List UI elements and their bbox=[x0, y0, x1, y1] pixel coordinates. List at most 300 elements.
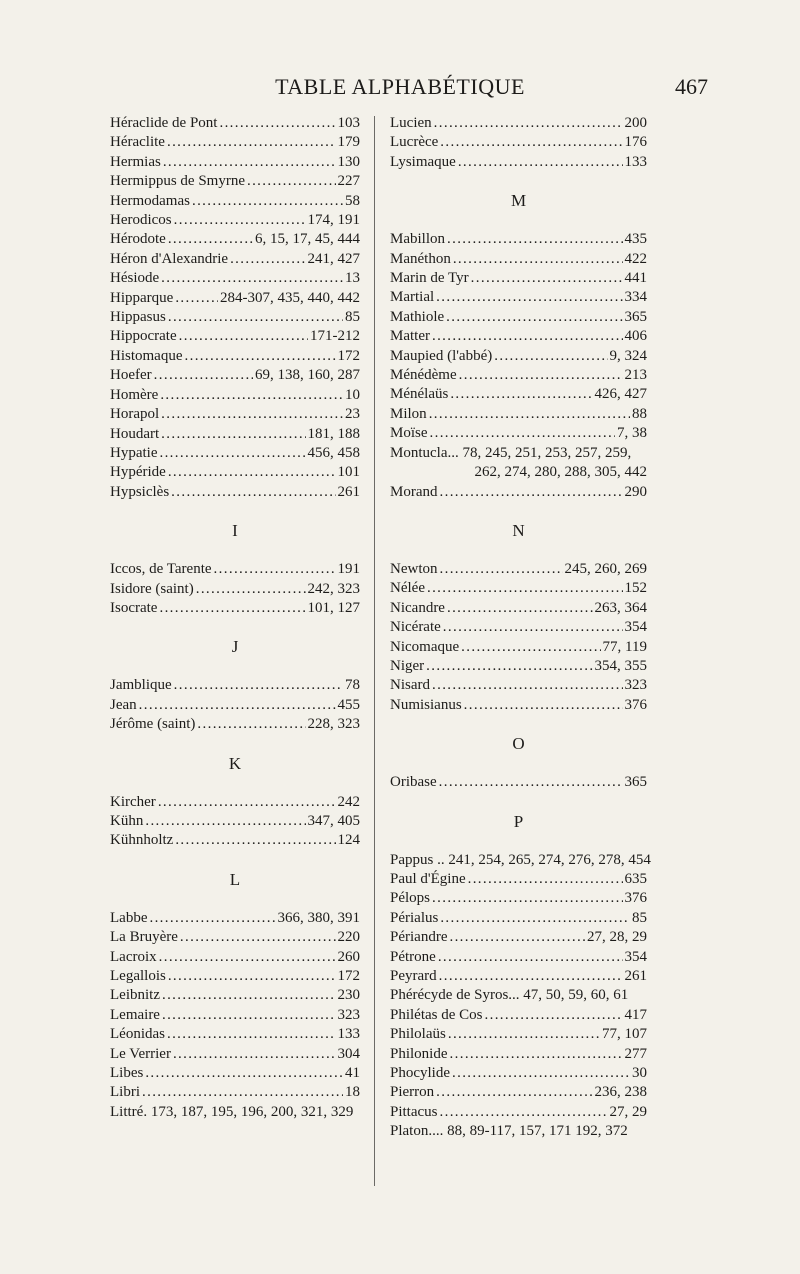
entry-name: Le Verrier bbox=[110, 1045, 171, 1062]
entry-pages: 200 bbox=[624, 115, 647, 131]
leader-dots bbox=[159, 599, 305, 618]
leader-dots bbox=[429, 405, 630, 424]
entry-name: Martial bbox=[390, 289, 435, 306]
index-entry bbox=[390, 870, 647, 889]
leader-dots bbox=[196, 580, 306, 599]
index-entry bbox=[390, 967, 647, 986]
leader-dots bbox=[440, 1103, 608, 1122]
index-entry bbox=[110, 308, 360, 327]
entry-pages: 77, 107 bbox=[602, 1026, 647, 1043]
entry-pages: 77, 119 bbox=[602, 638, 647, 655]
entry-name: Morand bbox=[390, 483, 438, 500]
index-entry bbox=[390, 444, 647, 463]
index-entry bbox=[110, 483, 360, 502]
entry-pages: 323 bbox=[624, 677, 647, 694]
index-entry bbox=[390, 579, 647, 598]
entry-pages: 101, 127 bbox=[307, 599, 360, 616]
leader-dots bbox=[446, 308, 622, 327]
index-entry bbox=[110, 715, 360, 734]
entry-pages: 261 bbox=[624, 968, 647, 984]
leader-dots bbox=[432, 327, 623, 346]
leader-dots bbox=[163, 153, 336, 172]
entry-pages: 27, 29 bbox=[609, 1103, 647, 1120]
index-entry bbox=[110, 463, 360, 482]
index-entry bbox=[390, 308, 647, 327]
entry-name: Homère bbox=[110, 386, 159, 403]
leader-dots bbox=[168, 967, 336, 986]
entry-name: Nicérate bbox=[390, 619, 441, 636]
entry-name: Newton bbox=[390, 560, 438, 577]
index-entry bbox=[390, 773, 647, 792]
index-entry bbox=[390, 250, 647, 269]
entry-pages: 220 bbox=[337, 929, 360, 946]
entry-name: Philolaüs bbox=[390, 1026, 446, 1043]
entry-name: Lacroix bbox=[110, 948, 157, 965]
index-entry bbox=[390, 288, 647, 307]
entry-name: Jean bbox=[110, 696, 137, 713]
entry-name: Peyrard bbox=[390, 968, 437, 984]
entry-name: Ménédème bbox=[390, 367, 457, 384]
entry-pages: 354 bbox=[624, 619, 647, 636]
entry-pages: 181, 188 bbox=[307, 425, 360, 442]
page-number: 467 bbox=[675, 74, 708, 99]
leader-dots bbox=[185, 347, 336, 366]
index-entry bbox=[110, 114, 360, 133]
entry-name: Philonide bbox=[390, 1045, 448, 1062]
leader-dots bbox=[230, 250, 305, 269]
entry-name: Pappus .. 241, 254, 265, 274, 276, 278, 454 bbox=[390, 851, 651, 868]
entry-pages: 417 bbox=[624, 1006, 647, 1023]
entry-name: Maupied (l'abbé) bbox=[390, 347, 493, 364]
entry-pages: 230 bbox=[337, 987, 360, 1004]
leader-dots bbox=[179, 327, 308, 346]
leader-dots bbox=[175, 289, 218, 308]
entry-name: Hoefer bbox=[110, 367, 152, 384]
entry-name: Ménélaüs bbox=[390, 386, 449, 403]
entry-pages: 406 bbox=[624, 328, 647, 345]
index-entry bbox=[390, 1025, 647, 1044]
index-entry bbox=[390, 1006, 647, 1025]
index-entry bbox=[110, 425, 360, 444]
entry-pages: 103 bbox=[337, 115, 360, 131]
index-entry bbox=[110, 269, 360, 288]
leader-dots bbox=[219, 114, 335, 133]
leader-dots bbox=[438, 948, 623, 967]
entry-name: Hérodote bbox=[110, 231, 166, 248]
entry-name: Hésiode bbox=[110, 270, 160, 287]
entry-pages: 263, 364 bbox=[594, 599, 647, 616]
index-entry bbox=[390, 483, 647, 502]
entry-name: Lemaire bbox=[110, 1006, 160, 1023]
index-entry bbox=[110, 599, 360, 618]
leader-dots bbox=[197, 715, 305, 734]
leader-dots bbox=[159, 948, 336, 967]
entry-name: Hermias bbox=[110, 153, 161, 170]
index-entry bbox=[390, 405, 647, 424]
leader-dots bbox=[161, 405, 343, 424]
index-entry bbox=[110, 909, 360, 928]
leader-dots bbox=[440, 560, 563, 579]
leader-dots bbox=[175, 831, 335, 850]
leader-dots bbox=[432, 676, 623, 695]
entry-pages: 41 bbox=[345, 1065, 360, 1082]
entry-name: Mabillon bbox=[390, 231, 445, 248]
index-entry bbox=[390, 230, 647, 249]
entry-name: Horapol bbox=[110, 406, 160, 423]
entry-pages: 27, 28, 29 bbox=[587, 929, 647, 946]
leader-dots bbox=[167, 133, 336, 152]
index-entry bbox=[110, 812, 360, 831]
index-entry bbox=[390, 618, 647, 637]
entry-name: Phérécyde de Syros... 47, 50, 59, 60, 61 bbox=[390, 987, 629, 1004]
entry-pages: 365 bbox=[624, 774, 647, 791]
entry-pages: 58 bbox=[345, 192, 360, 209]
index-entry bbox=[390, 366, 647, 385]
entry-pages: 78 bbox=[345, 677, 360, 694]
index-entry bbox=[390, 560, 647, 579]
index-entry-continuation bbox=[390, 463, 647, 482]
entry-name: Milon bbox=[390, 405, 427, 422]
entry-pages: 7, 38 bbox=[617, 425, 647, 442]
leader-dots bbox=[161, 425, 305, 444]
leader-dots bbox=[447, 230, 623, 249]
entry-name: Pierron bbox=[390, 1084, 435, 1101]
leader-dots bbox=[447, 599, 593, 618]
entry-pages: 284-307, 435, 440, 442 bbox=[220, 289, 360, 306]
index-entry bbox=[390, 986, 647, 1005]
leader-dots bbox=[440, 133, 622, 152]
entry-pages: 85 bbox=[632, 909, 647, 926]
leader-dots bbox=[167, 1025, 336, 1044]
leader-dots bbox=[174, 676, 343, 695]
index-entry bbox=[110, 696, 360, 715]
index-entry bbox=[390, 1103, 647, 1122]
section-letter: L bbox=[229, 869, 241, 889]
entry-name: Montucla... 78, 245, 251, 253, 257, 259, bbox=[390, 444, 632, 461]
entry-pages: 241, 427 bbox=[307, 250, 360, 267]
entry-pages: 354, 355 bbox=[594, 657, 647, 674]
entry-name: Paul d'Égine bbox=[390, 870, 466, 887]
entry-pages: 304 bbox=[337, 1045, 360, 1062]
leader-dots bbox=[154, 366, 253, 385]
index-entry bbox=[110, 153, 360, 172]
index-entry bbox=[390, 599, 647, 618]
leader-dots bbox=[443, 618, 623, 637]
entry-name: Lysimaque bbox=[390, 153, 456, 170]
entry-name: Herodicos bbox=[110, 212, 172, 229]
leader-dots bbox=[192, 192, 343, 211]
leader-dots bbox=[452, 1064, 630, 1083]
entry-name: Hypéride bbox=[110, 464, 166, 481]
index-entry bbox=[390, 909, 647, 928]
index-entry bbox=[390, 1064, 647, 1083]
entry-pages: 13 bbox=[345, 270, 360, 287]
entry-name: Isidore (saint) bbox=[110, 580, 194, 597]
section-letter: I bbox=[232, 521, 238, 541]
entry-name: Hippasus bbox=[110, 309, 166, 326]
entry-pages: 172 bbox=[337, 968, 360, 984]
entry-pages: 179 bbox=[337, 134, 360, 151]
entry-pages: 635 bbox=[624, 870, 647, 887]
entry-pages: 130 bbox=[337, 153, 360, 170]
index-entry bbox=[110, 1064, 360, 1083]
entry-name: Manéthon bbox=[390, 250, 451, 267]
section-letter: K bbox=[228, 753, 242, 773]
leader-dots bbox=[168, 308, 343, 327]
entry-name: Matter bbox=[390, 328, 430, 345]
index-entry bbox=[110, 676, 360, 695]
entry-name: Jamblique bbox=[110, 677, 172, 694]
index-entry bbox=[110, 1006, 360, 1025]
index-entry bbox=[110, 1083, 360, 1102]
leader-dots bbox=[471, 269, 623, 288]
index-entry bbox=[390, 1045, 647, 1064]
entry-pages: 236, 238 bbox=[594, 1084, 647, 1101]
entry-pages: 376 bbox=[624, 696, 647, 713]
entry-name: Héron d'Alexandrie bbox=[110, 250, 229, 267]
leader-dots bbox=[440, 909, 630, 928]
leader-dots bbox=[162, 986, 336, 1005]
entry-name: Philétas de Cos bbox=[390, 1006, 483, 1023]
index-entry bbox=[390, 676, 647, 695]
index-entry bbox=[390, 889, 647, 908]
index-entry bbox=[390, 385, 647, 404]
leader-dots bbox=[439, 967, 623, 986]
page-header bbox=[0, 70, 800, 100]
entry-name: Libri bbox=[110, 1084, 140, 1101]
leader-dots bbox=[485, 1006, 623, 1025]
leader-dots bbox=[168, 463, 336, 482]
section-letter: J bbox=[231, 637, 239, 657]
leader-dots bbox=[174, 211, 306, 230]
entry-pages: 422 bbox=[624, 250, 647, 267]
section-letter: M bbox=[510, 191, 527, 211]
entry-pages: 366, 380, 391 bbox=[277, 909, 360, 926]
entry-name: Marin de Tyr bbox=[390, 270, 469, 287]
entry-pages: 334 bbox=[624, 289, 647, 306]
entry-pages: 441 bbox=[624, 270, 647, 287]
index-entry bbox=[110, 948, 360, 967]
index-entry bbox=[110, 967, 360, 986]
entry-pages: 290 bbox=[624, 483, 647, 500]
leader-dots bbox=[450, 385, 592, 404]
entry-name: Héraclide de Pont bbox=[110, 115, 218, 131]
index-entry bbox=[110, 928, 360, 947]
entry-pages: 9, 324 bbox=[609, 347, 647, 364]
index-entry bbox=[390, 851, 651, 870]
entry-name: Pélops bbox=[390, 890, 431, 907]
entry-pages: 455 bbox=[337, 696, 360, 713]
index-entry bbox=[110, 560, 360, 579]
index-column-left bbox=[110, 114, 360, 1122]
index-entry bbox=[110, 327, 360, 346]
entry-pages: 435 bbox=[624, 231, 647, 248]
entry-pages: 426, 427 bbox=[594, 386, 647, 403]
entry-pages: 260 bbox=[337, 948, 360, 965]
entry-pages: 456, 458 bbox=[307, 444, 360, 461]
entry-name: Moïse bbox=[390, 425, 428, 442]
entry-pages: 176 bbox=[624, 134, 647, 151]
index-entry bbox=[110, 405, 360, 424]
entry-pages: 133 bbox=[624, 153, 647, 170]
section-letter: O bbox=[512, 734, 525, 754]
entry-name: Léonidas bbox=[110, 1026, 165, 1043]
leader-dots bbox=[158, 793, 336, 812]
entry-name: Kühn bbox=[110, 812, 144, 829]
entry-pages: 171-212 bbox=[310, 328, 360, 345]
entry-name: Jérôme (saint) bbox=[110, 716, 196, 733]
entry-name: Pétrone bbox=[390, 948, 436, 965]
leader-dots bbox=[149, 909, 275, 928]
index-entry bbox=[390, 1122, 647, 1141]
leader-dots bbox=[464, 696, 623, 715]
leader-dots bbox=[142, 1083, 343, 1102]
entry-pages: 228, 323 bbox=[307, 716, 360, 733]
index-entry bbox=[110, 444, 360, 463]
leader-dots bbox=[453, 250, 623, 269]
leader-dots bbox=[145, 812, 305, 831]
entry-pages: 174, 191 bbox=[307, 212, 360, 229]
index-entry bbox=[110, 192, 360, 211]
index-entry bbox=[110, 133, 360, 152]
leader-dots bbox=[173, 1045, 336, 1064]
leader-dots bbox=[440, 483, 623, 502]
entry-name: Numisianus bbox=[390, 696, 462, 713]
index-entry bbox=[390, 347, 647, 366]
index-entry bbox=[390, 948, 647, 967]
entry-name: Niger bbox=[390, 657, 425, 674]
leader-dots bbox=[436, 288, 622, 307]
index-entry bbox=[390, 114, 647, 133]
index-entry bbox=[390, 696, 647, 715]
entry-name: Histomaque bbox=[110, 347, 183, 364]
entry-name: Littré. 173, 187, 195, 196, 200, 321, 329 bbox=[110, 1103, 354, 1120]
index-entry bbox=[110, 386, 360, 405]
section-letter: P bbox=[513, 811, 524, 831]
entry-name: Mathiole bbox=[390, 308, 445, 325]
entry-pages: 365 bbox=[624, 308, 647, 325]
entry-name: Nélée bbox=[390, 580, 425, 597]
index-entry bbox=[390, 327, 647, 346]
leader-dots bbox=[439, 773, 623, 792]
entry-pages: 88 bbox=[632, 405, 647, 422]
entry-pages: 10 bbox=[345, 386, 360, 403]
leader-dots bbox=[159, 444, 305, 463]
index-entry bbox=[110, 250, 360, 269]
entry-pages: 227 bbox=[337, 173, 360, 190]
entry-pages: 376 bbox=[624, 890, 647, 907]
entry-pages: 101 bbox=[337, 464, 360, 481]
column-divider bbox=[374, 116, 375, 1186]
index-entry bbox=[390, 638, 647, 657]
leader-dots bbox=[434, 114, 623, 133]
entry-name: Hypsiclès bbox=[110, 483, 170, 500]
leader-dots bbox=[450, 1045, 623, 1064]
index-entry bbox=[110, 366, 360, 385]
leader-dots bbox=[494, 347, 607, 366]
entry-pages: 23 bbox=[345, 406, 360, 423]
entry-name: Houdart bbox=[110, 425, 160, 442]
index-entry bbox=[110, 230, 360, 249]
index-entry bbox=[110, 289, 360, 308]
leader-dots bbox=[430, 424, 616, 443]
entry-pages: 242 bbox=[337, 793, 360, 810]
entry-pages: 30 bbox=[632, 1065, 647, 1082]
page-title: TABLE ALPHABÉTIQUE bbox=[275, 74, 525, 99]
index-entry bbox=[390, 657, 647, 676]
entry-pages: 152 bbox=[624, 580, 647, 597]
leader-dots bbox=[162, 1006, 336, 1025]
entry-pages: 323 bbox=[337, 1006, 360, 1023]
leader-dots bbox=[426, 657, 592, 676]
index-entry bbox=[110, 1045, 360, 1064]
leader-dots bbox=[145, 1064, 343, 1083]
entry-name: Hermodamas bbox=[110, 192, 190, 209]
leader-dots bbox=[432, 889, 622, 908]
leader-dots bbox=[161, 269, 343, 288]
entry-name: Pittacus bbox=[390, 1103, 438, 1120]
entry-name: Nicomaque bbox=[390, 638, 460, 655]
index-entry bbox=[390, 424, 647, 443]
entry-pages: 191 bbox=[337, 561, 360, 578]
entry-pages: 69, 138, 160, 287 bbox=[255, 367, 360, 384]
index-entry bbox=[110, 211, 360, 230]
index-column-right bbox=[390, 114, 651, 1142]
leader-dots bbox=[468, 870, 623, 889]
entry-name: Lucien bbox=[390, 115, 432, 131]
leader-dots bbox=[458, 153, 623, 172]
entry-name: Lucrèce bbox=[390, 134, 439, 151]
entry-name: Phocylide bbox=[390, 1065, 450, 1082]
entry-pages: 85 bbox=[345, 309, 360, 326]
entry-pages: 172 bbox=[337, 347, 360, 364]
leader-dots bbox=[448, 1025, 600, 1044]
leader-dots bbox=[459, 366, 623, 385]
leader-dots bbox=[461, 638, 600, 657]
entry-pages: 277 bbox=[624, 1045, 647, 1062]
entry-name: Nisard bbox=[390, 677, 430, 694]
entry-name: Hipparque bbox=[110, 289, 174, 306]
leader-dots bbox=[449, 928, 585, 947]
entry-name: Isocrate bbox=[110, 599, 158, 616]
leader-dots bbox=[139, 696, 336, 715]
entry-pages: 261 bbox=[337, 483, 360, 500]
leader-dots bbox=[180, 928, 336, 947]
entry-name: Hypatie bbox=[110, 444, 158, 461]
entry-name: La Bruyère bbox=[110, 929, 178, 946]
index-entry bbox=[110, 580, 360, 599]
index-entry bbox=[110, 793, 360, 812]
entry-name: Périalus bbox=[390, 909, 439, 926]
leader-dots bbox=[436, 1083, 592, 1102]
index-entry bbox=[390, 1083, 647, 1102]
entry-name: Libes bbox=[110, 1065, 144, 1082]
index-entry bbox=[390, 928, 647, 947]
leader-dots bbox=[247, 172, 336, 191]
index-entry bbox=[110, 1103, 360, 1122]
entry-name: Platon.... 88, 89-117, 157, 171 192, 372 bbox=[390, 1123, 628, 1140]
index-entry bbox=[110, 831, 360, 850]
entry-pages: 133 bbox=[337, 1026, 360, 1043]
entry-pages: 6, 15, 17, 45, 444 bbox=[255, 231, 360, 248]
leader-dots bbox=[171, 483, 335, 502]
entry-name: Oribase bbox=[390, 774, 437, 791]
index-entry bbox=[390, 269, 647, 288]
leader-dots bbox=[427, 579, 623, 598]
entry-pages: 242, 323 bbox=[307, 580, 360, 597]
entry-pages: 347, 405 bbox=[307, 812, 360, 829]
index-entry bbox=[390, 153, 647, 172]
